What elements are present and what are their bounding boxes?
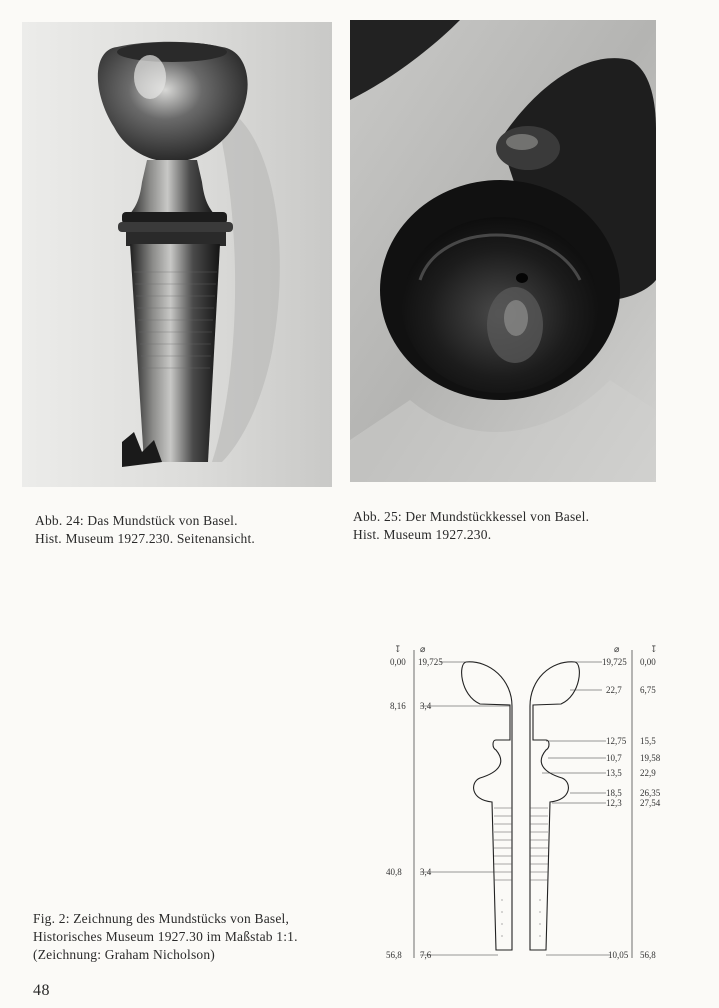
right-diameter-value: 18,5 — [606, 788, 622, 798]
left-diameter-value: 19,725 — [418, 657, 443, 667]
right-depth-value: 15,5 — [640, 736, 656, 746]
left-depth-header: ↧ — [394, 644, 402, 654]
right-depth-header: ↧ — [650, 644, 658, 654]
right-diameter-value: 12,3 — [606, 798, 622, 808]
left-diameter-value: 3,4 — [420, 867, 432, 877]
right-depth-value: 56,8 — [640, 950, 656, 960]
caption-fig-25-line: Abb. 25: Der Mundstückkessel von Basel. — [353, 509, 590, 524]
left-depth-value: 0,00 — [390, 657, 406, 667]
left-depth-value: 56,8 — [386, 950, 402, 960]
caption-fig-25 — [353, 508, 589, 544]
caption-fig-24-line: Hist. Museum 1927.230. Seitenansicht. — [35, 531, 256, 546]
caption-fig-2 — [33, 910, 298, 964]
left-diameter-value: 7,6 — [420, 950, 432, 960]
caption-fig-25-line: Hist. Museum 1927.230. — [353, 527, 492, 542]
right-depth-value: 27,54 — [640, 798, 661, 808]
right-diameter-value: 10,7 — [606, 753, 622, 763]
drawing-svg — [370, 640, 700, 970]
photo-mouthpiece-cup-closeup — [350, 20, 656, 482]
left-depth-value: 40,8 — [386, 867, 402, 877]
page-number: 48 — [33, 982, 50, 999]
right-depth-value: 0,00 — [640, 657, 656, 667]
caption-fig-2-line: (Zeichnung: Graham Nicholson) — [33, 947, 215, 962]
right-diameter-header: ⌀ — [614, 644, 620, 654]
right-depth-value: 22,9 — [640, 768, 656, 778]
caption-fig-24 — [35, 512, 255, 548]
left-diameter-value: 3,4 — [420, 701, 432, 711]
caption-fig-2-line: Historisches Museum 1927.30 im Maßstab 1:1. — [33, 929, 298, 944]
right-diameter-value: 19,725 — [602, 657, 627, 667]
right-depth-value: 26,35 — [640, 788, 661, 798]
left-depth-value: 8,16 — [390, 701, 406, 711]
caption-fig-2-line: Fig. 2: Zeichnung des Mundstücks von Basel, — [33, 911, 290, 926]
right-depth-value: 19,58 — [640, 753, 661, 763]
caption-fig-24-line: Abb. 24: Das Mundstück von Basel. — [35, 513, 238, 528]
right-diameter-value: 13,5 — [606, 768, 622, 778]
right-diameter-value: 10,05 — [608, 950, 629, 960]
left-diameter-header: ⌀ — [420, 644, 426, 654]
right-depth-value: 6,75 — [640, 685, 656, 695]
right-diameter-value: 22,7 — [606, 685, 622, 695]
mouthpiece-technical-drawing — [370, 640, 700, 970]
photo-mouthpiece-side-view — [22, 22, 332, 487]
right-diameter-value: 12,75 — [606, 736, 627, 746]
